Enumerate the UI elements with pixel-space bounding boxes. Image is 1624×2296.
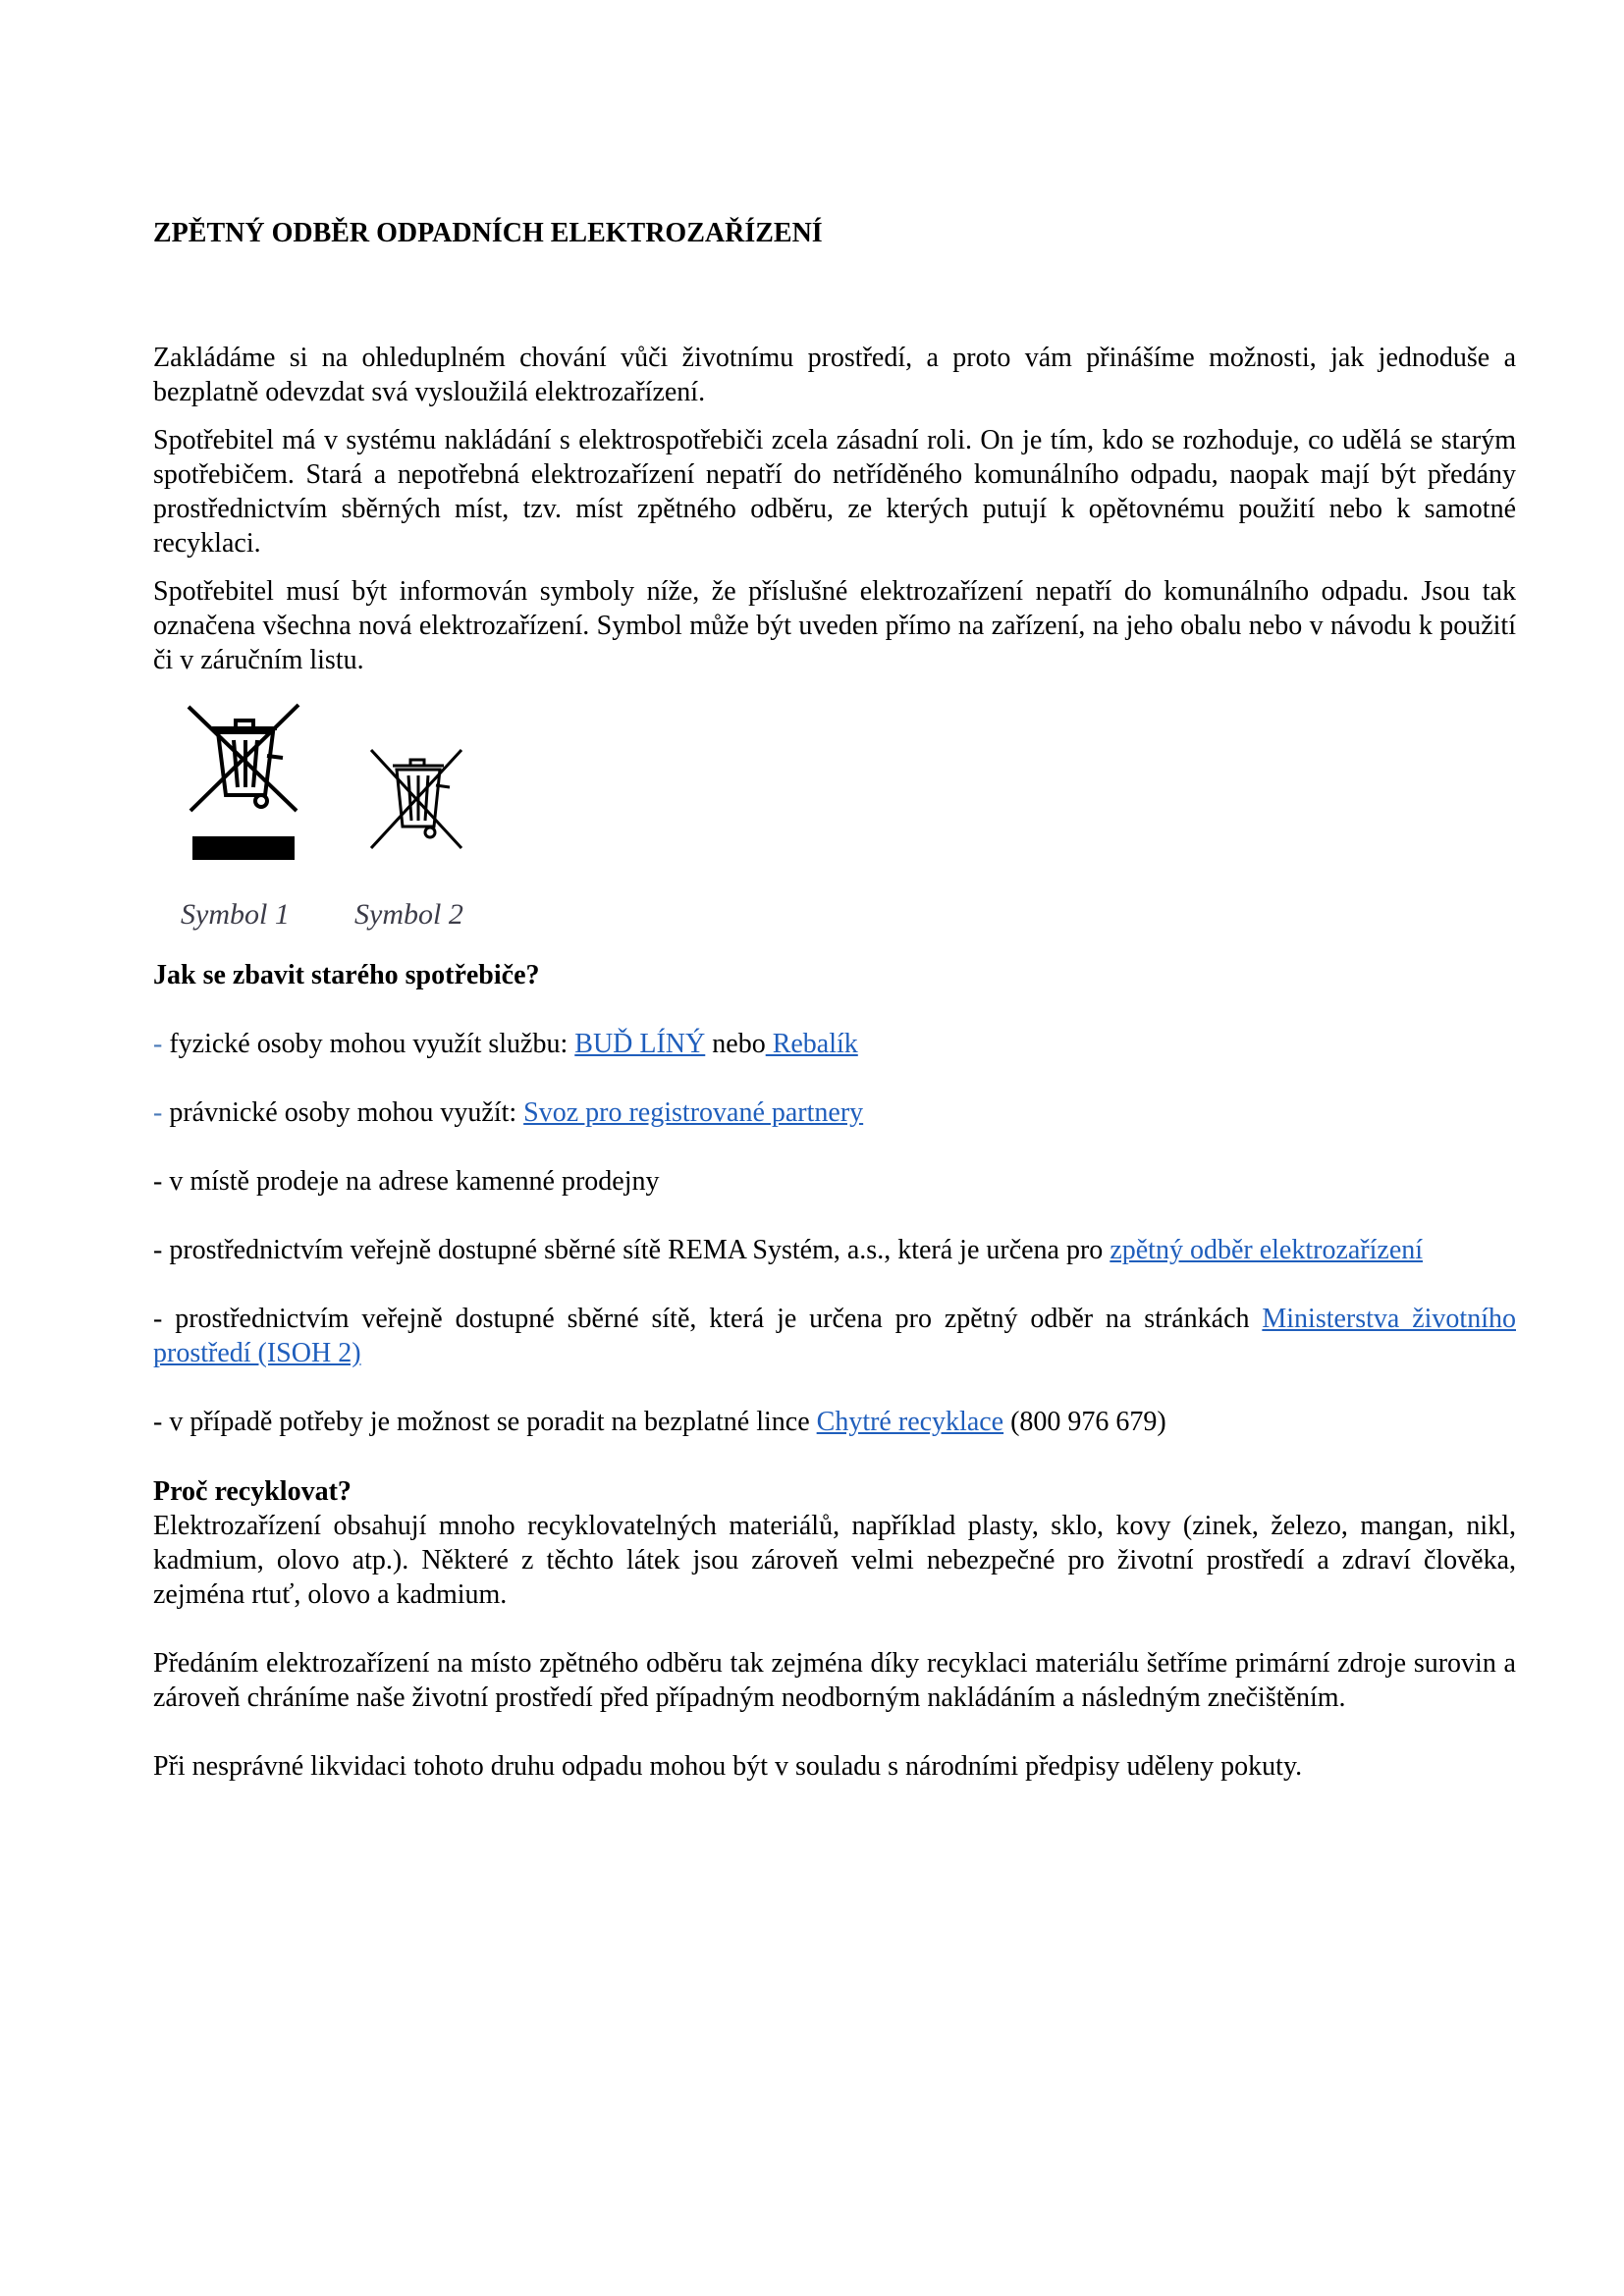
rebalik-link[interactable]: Rebalík (765, 1029, 858, 1059)
disposal-options-list (153, 1027, 1516, 1439)
chytre-recyklace-link[interactable]: Chytré recyklace (816, 1407, 1004, 1437)
list-dash: - (153, 1029, 170, 1059)
registered-partners-link[interactable]: Svoz pro registrované partnery (523, 1097, 864, 1128)
list-item: - právnické osoby mohou využít: Svoz pro registrované partnery (153, 1097, 864, 1128)
list-item: - prostřednictvím veřejně dostupné sběrné sítě REMA Systém, a.s., která je určena pro zpětný odběr elektrozařízení (153, 1235, 1424, 1265)
why-paragraph-3: Při nesprávné likvidaci tohoto druhu odpadu mohou být v souladu s národními předpisy uděleny pokuty. (153, 1751, 1303, 1782)
list-item: - v případě potřeby je možnost se poradit na bezplatné lince Chytré recyklace (800 976 679) (153, 1407, 1166, 1437)
intro-paragraph-3: Spotřebitel musí být informován symboly níže, že příslušné elektrozařízení nepatří do komunálního odpadu. Jsou tak označena všechna nová elektrozařízení. Symbol může být uveden přímo na zařízení, na jeho obalu nebo v návodu k použití či v záručním listu. (153, 576, 1516, 675)
page-title: ZPĚTNÝ ODBĚR ODPADNÍCH ELEKTROZAŘÍZENÍ (153, 218, 823, 248)
why-paragraph-2: Předáním elektrozařízení na místo zpětného odběru tak zejména díky recyklaci materiálu šetříme primární zdroje surovin a zároveň chráníme naše životní prostředí před případným neodborným nakládáním a následným znečištěním. (153, 1648, 1516, 1713)
crossed-out-wheelie-bin-icon (181, 701, 306, 862)
intro-paragraph-2: Spotřebitel má v systému nakládání s elektrospotřebiči zcela zásadní roli. On je tím, kdo se rozhoduje, co udělá se starým spotřebičem. Stará a nepotřebná elektrozařízení nepatří do netříděného komunálního odpadu, naopak mají být předány prostřednictvím sběrných míst, tzv. míst zpětného odběru, ze kterých putují k opětovnému použití nebo k samotné recyklaci. (153, 425, 1516, 559)
ministry-link[interactable]: Ministerstva životního prostředí (ISOH 2) (153, 1304, 1516, 1368)
symbol-2-caption: Symbol 2 (354, 898, 463, 931)
list-item: - fyzické osoby mohou využít službu: BUĎ LÍNÝ nebo Rebalík (153, 1029, 858, 1059)
bud-liny-link[interactable]: BUĎ LÍNÝ (574, 1029, 706, 1059)
intro-paragraph-1: Zakládáme si na ohleduplném chování vůči životnímu prostředí, a proto vám přinášíme možnosti, jak jednoduše a bezplatně odevzdat svá vysloužilá elektrozařízení. (153, 343, 1516, 407)
weee-symbols (153, 701, 1516, 936)
list-item: - v místě prodeje na adrese kamenné prodejny (153, 1166, 660, 1197)
list-dash: - (153, 1097, 170, 1128)
symbol-1-caption: Symbol 1 (181, 898, 290, 931)
why-heading: Proč recyklovat? (153, 1476, 352, 1507)
crossed-out-wheelie-bin-icon (365, 746, 467, 856)
rema-takeback-link[interactable]: zpětný odběr elektrozařízení (1110, 1235, 1424, 1265)
how-heading: Jak se zbavit starého spotřebiče? (153, 960, 540, 990)
why-paragraph-1: Elektrozařízení obsahují mnoho recyklovatelných materiálů, například plasty, sklo, kovy (zinek, železo, mangan, nikl, kadmium, olovo atp.). Některé z těchto látek jsou zároveň velmi nebezpečné pro životní prostředí a zdraví člověka, zejména rtuť, olovo a kadmium. (153, 1511, 1516, 1610)
list-item: - prostřednictvím veřejně dostupné sběrné sítě, která je určena pro zpětný odběr na stránkách Ministerstva životního prostředí (ISOH 2) (153, 1304, 1516, 1368)
document-page (153, 216, 1516, 1784)
